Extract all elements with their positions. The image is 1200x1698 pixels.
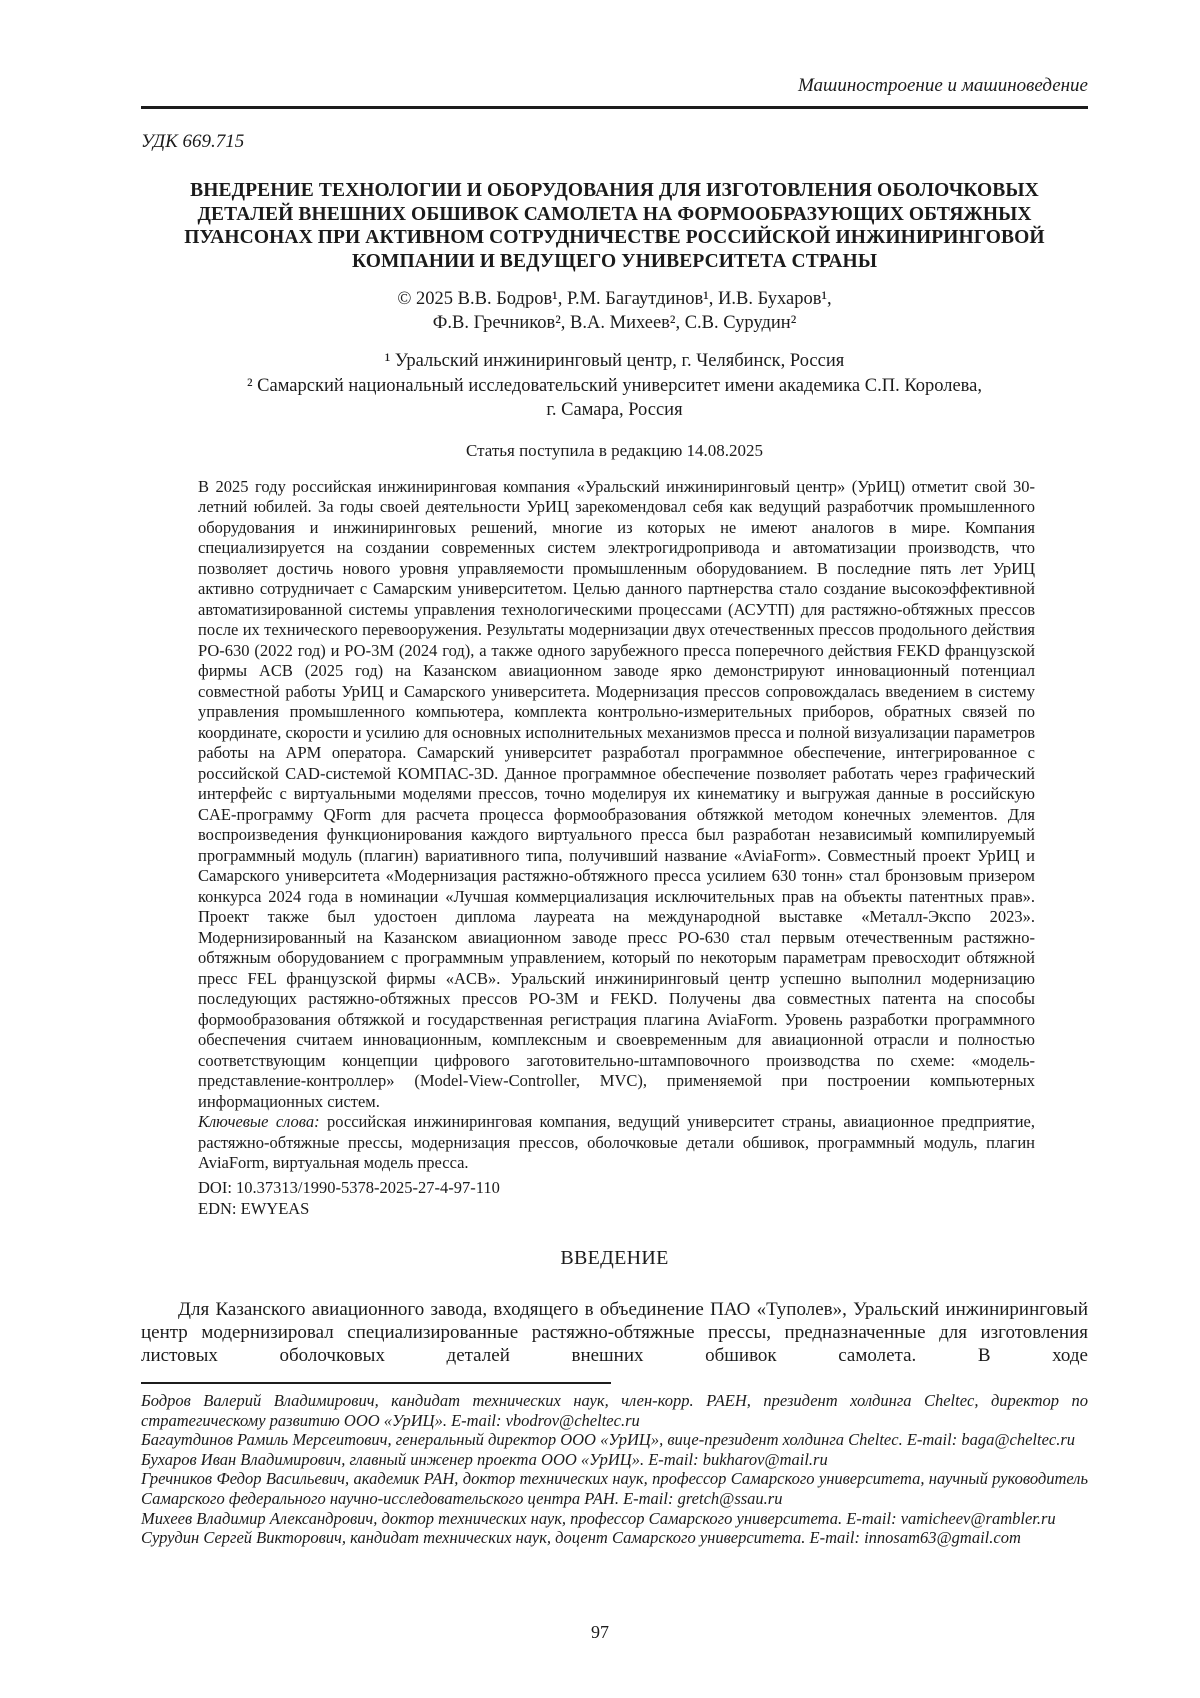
running-header: Машиностроение и машиноведение	[797, 75, 1088, 96]
article-title	[141, 179, 1088, 273]
keywords	[198, 1112, 1035, 1174]
affiliation-line: г. Самара, Россия	[546, 400, 683, 420]
authors-line: Ф.В. Гречников², В.А. Михеев², С.В. Сурудин²	[432, 313, 797, 333]
abstract-text: В 2025 году российская инжиниринговая компания «Уральский инжиниринговый центр» (УрИЦ) отметит свой 30-летний юбилей. За годы своей деятельности УрИЦ зарекомендовал себя как ведущий разработчик промышленного оборудования и инжиниринговых решений, многие из которых не имеют аналогов в мире. Компания специализируется на создании современных систем электрогидропривода и автоматизации производств, что позволяет достичь нового уровня управляемости промышленным оборудованием. В последние пять лет УрИЦ активно сотрудничает с Самарским университетом. Целью данного партнерства стало создание высокоэффективной автоматизированной системы управления технологическими процессами (АСУТП) для растяжно-обтяжных прессов после их технического перевооружения. Результаты модернизации двух отечественных прессов продольного действия РО-630 (2022 год) и РО-3М (2024 год), а также одного зарубежного пресса поперечного действия FEKD французской фирмы ACB (2025 год) на Казанском авиационном заводе ярко демонстрируют инновационный потенциал совместной работы УрИЦ и Самарского университета. Модернизация прессов сопровождалась введением в систему управления промышленного компьютера, комплекта контрольно-измерительных приборов, обратных связей по координате, скорости и усилию для основных исполнительных механизмов пресса и полной визуализации параметров работы на АРМ оператора. Самарский университет разработал программное обеспечение, интегрированное с российской CAD-системой КОМПАС-3D. Данное программное обеспечение позволяет работать через графический интерфейс с виртуальными моделями прессов, точно моделируя их кинематику и выгружая данные в российскую CAE-программу QForm для расчета процесса формообразования обтяжкой методом конечных элементов. Для воспроизведения функционирования каждого виртуального пресса был разработан независимый компилируемый программный модуль (плагин) вариативного типа, получивший название «AviaForm». Совместный проект УрИЦ и Самарского университета «Модернизация растяжно-обтяжного пресса усилием 630 тонн» стал бронзовым призером конкурса 2024 года в номинации «Лучшая коммерциализация исключительных прав на объекты патентных прав». Проект также был удостоен диплома лауреата на международной выставке «Металл-Экспо 2023». Модернизированный на Казанском авиационном заводе пресс РО-630 стал первым отечественным растяжно-обтяжным оборудованием с программным управлением, который по некоторым параметрам превосходит обтяжной пресс FEL французской фирмы «ACB». Уральский инжиниринговый центр успешно выполнил модернизацию последующих растяжно-обтяжных прессов РО-3М и FEKD. Получены два совместных патента на способы формообразования обтяжкой и государственная регистрация плагина AviaForm. Уровень разработки программного обеспечения считаем инновационным, комплексным и своевременным для авиационной отрасли и полностью соответствующим концепции цифрового заготовительно-штамповочного производства по схеме: «модель-представление-контроллер» (Model-View-Controller, MVC), применяемой при построении компьютерных информационных систем.	[198, 476, 1035, 1111]
header-rule	[141, 106, 1088, 109]
article-title-line: ВНЕДРЕНИЕ ТЕХНОЛОГИИ И ОБОРУДОВАНИЯ ДЛЯ ИЗГОТОВЛЕНИЯ ОБОЛОЧКОВЫХ	[190, 180, 1039, 201]
article-title-line: ПУАНСОНАХ ПРИ АКТИВНОМ СОТРУДНИЧЕСТВЕ РОССИЙСКОЙ ИНЖИНИРИНГОВОЙ	[184, 227, 1045, 248]
footnote-item: Гречников Федор Васильевич, академик РАН, доктор технических наук, профессор Самарского университета, научный руководитель Самарского федерального научно-исследовательского центра РАН. E-mail: gretch@ssau.ru	[141, 1469, 1088, 1509]
keywords-label: Ключевые слова:	[198, 1112, 320, 1131]
affiliation-line: ¹ Уральский инжиниринговый центр, г. Челябинск, Россия	[384, 351, 845, 371]
footnote-separator	[141, 1382, 611, 1384]
introduction-heading: ВВЕДЕНИЕ	[560, 1246, 669, 1269]
edn-line: EDN: EWYEAS	[198, 1199, 310, 1218]
affiliations-block	[141, 349, 1088, 423]
article-title-line: ДЕТАЛЕЙ ВНЕШНИХ ОБШИВОК САМОЛЕТА НА ФОРМООБРАЗУЮЩИХ ОБТЯЖНЫХ	[197, 203, 1032, 225]
received-date: Статья поступила в редакцию 14.08.2025	[465, 440, 764, 460]
page-number: 97	[591, 1622, 609, 1642]
affiliation-line: ² Самарский национальный исследовательский университет имени академика С.П. Королева,	[246, 375, 983, 396]
introduction-paragraph: Для Казанского авиационного завода, входящего в объединение ПАО «Туполев», Уральский инжиниринговый центр модернизировал специализированные растяжно-обтяжные прессы, предназначенные для изготовления листовых оболочковых деталей внешних обшивок самолета. В ходе	[141, 1298, 1088, 1366]
keywords-text: российская инжиниринговая компания, ведущий университет страны, авиационное предприятие, растяжно-обтяжные прессы, модернизация прессов, оболочковые детали обшивок, программный модуль, плагин AviaForm, виртуальная модель пресса.	[198, 1112, 1036, 1172]
authors-block	[141, 287, 1088, 335]
author-footnotes	[141, 1391, 1088, 1548]
footnote-item: Бодров Валерий Владимирович, кандидат технических наук, член-корр. РАЕН, президент холдинга Cheltec, директор по стратегическому развитию ООО «УрИЦ». E-mail: vbodrov@cheltec.ru	[141, 1391, 1088, 1430]
footnote-item: Сурудин Сергей Викторович, кандидат технических наук, доцент Самарского университета. E-mail: innosam63@gmail.com	[141, 1528, 1021, 1548]
article-title-line: КОМПАНИИ И ВЕДУЩЕГО УНИВЕРСИТЕТА СТРАНЫ	[351, 250, 878, 272]
abstract-block	[198, 477, 1035, 1220]
footnote-item: Михеев Владимир Александрович, доктор технических наук, профессор Самарского университета. E-mail: vamicheev@rambler.ru	[141, 1508, 1056, 1528]
footnote-item: Бухаров Иван Владимирович, главный инженер проекта ООО «УрИЦ». E-mail: bukharov@mail.ru	[141, 1449, 828, 1469]
footnote-item: Багаутдинов Рамиль Мерсеитович, генеральный директор ООО «УрИЦ», вице-президент холдинга Cheltec. E-mail: baga@cheltec.ru	[141, 1430, 1076, 1450]
udc-code: УДК 669.715	[141, 131, 245, 152]
doi-line: DOI: 10.37313/1990-5378-2025-27-4-97-110	[198, 1177, 500, 1197]
authors-line: © 2025 В.В. Бодров¹, Р.М. Багаутдинов¹, И.В. Бухаров¹,	[397, 289, 832, 309]
